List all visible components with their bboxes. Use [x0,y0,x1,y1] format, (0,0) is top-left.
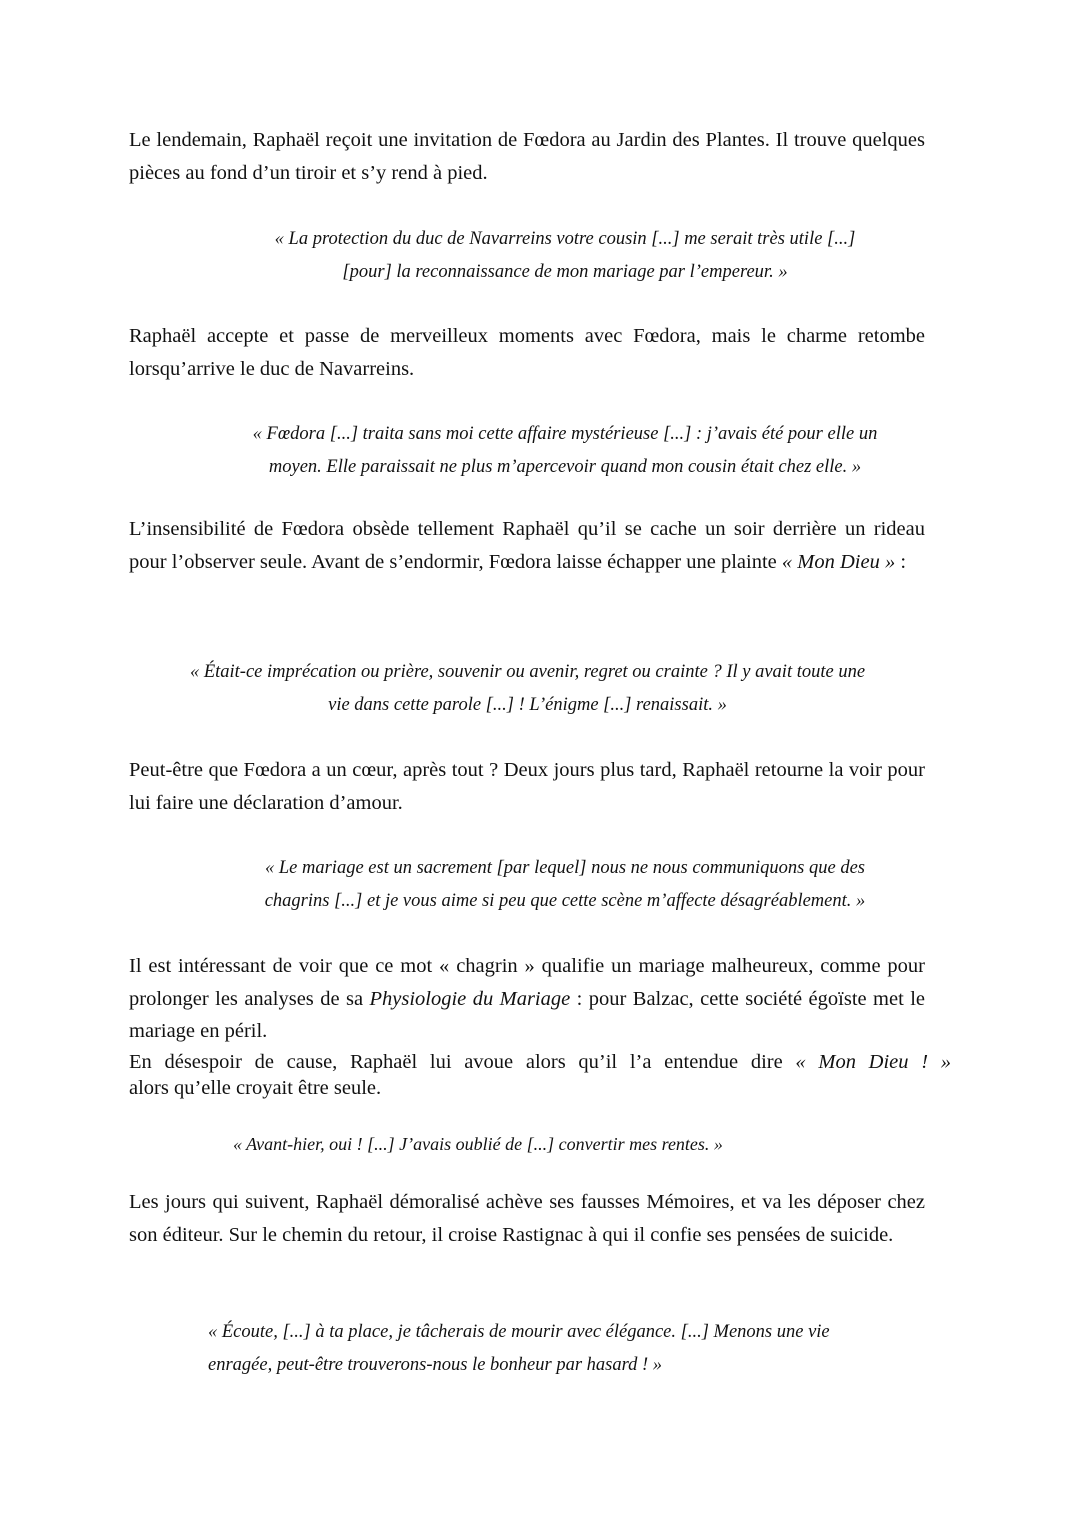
quote-6-line-1: « Écoute, [...] à ta place, je tâcherais de mourir avec élégance. [...] Menons une vie [208,1322,830,1342]
paragraph-4: Peut-être que Fœdora a un cœur, après tout ? Deux jours plus tard, Raphaël retourne la voir pour lui faire une déclaration d’amour. [129,759,925,814]
quote-1 [220,223,910,289]
paragraph-6 [129,1047,951,1103]
quote-6-line-2: enragée, peut-être trouverons-nous le bonheur par hasard ! » [208,1355,663,1375]
paragraph-2: Raphaël accepte et passe de merveilleux moments avec Fœdora, mais le charme retombe lorsqu’arrive le duc de Navarreins. [129,325,925,380]
quote-3-line-2: vie dans cette parole [...] ! L’énigme [...] renaissait. » [328,695,727,715]
quote-2-line-2: moyen. Elle paraissait ne plus m’apercevoir quand mon cousin était chez elle. » [268,457,862,477]
quote-1-line-2: [pour] la reconnaissance de mon mariage par l’empereur. » [342,262,788,282]
quote-2 [205,418,925,484]
paragraph-5-after: : pour Balzac, cette société égoïste met le mariage en péril. [129,987,926,1042]
quote-5 [233,1128,883,1161]
quote-1-line-1: « La protection du duc de Navarreins votre cousin [...] me serait très utile [...] [274,229,856,249]
quote-5-line-1: « Avant-hier, oui ! [...] J’avais oublié de [...] convertir mes rentes. » [233,1134,723,1154]
quote-4-line-1: « Le mariage est un sacrement [par lequel] nous ne nous communiquons que des [265,858,865,878]
quote-3-line-1: « Était-ce imprécation ou prière, souvenir ou avenir, regret ou crainte ? Il y avait toute une [189,662,866,682]
quote-6 [208,1316,928,1382]
paragraph-7: Les jours qui suivent, Raphaël démoralisé achève ses fausses Mémoires, et va les déposer chez son éditeur. Sur le chemin du retour, il croise Rastignac à qui il confie ses pensées de suicide. [129,1191,925,1246]
quote-4-line-2: chagrins [...] et je vous aime si peu que cette scène m’affecte désagréablement. » [264,891,866,911]
quote-4 [205,852,925,918]
paragraph-5-before: Il est intéressant de voir que ce mot « chagrin » qualifie un mariage malheureux, comme pour prolonger les analyses de sa [129,955,925,1010]
paragraph-3-text: L’insensibilité de Fœdora obsède tellement Raphaël qu’il se cache un soir derrière un rideau pour l’observer seule. Avant de s’endormir, Fœdora laisse échapper une plainte [129,518,925,573]
paragraph-5-book-title: Physiologie du Mariage [369,987,571,1010]
paragraph-6-after: alors qu’elle croyait être seule. [129,1077,382,1099]
paragraph-3 [129,513,925,578]
paragraph-6-before: En désespoir de cause, Raphaël lui avoue alors qu’il l’a entendue dire [129,1051,796,1073]
paragraph-1: Le lendemain, Raphaël reçoit une invitation de Fœdora au Jardin des Plantes. Il trouve quelques pièces au fond d’un tiroir et s’y rend à pied. [129,129,925,184]
paragraph-5 [129,950,925,1048]
paragraph-6-quote: « Mon Dieu ! » [795,1051,951,1073]
paragraph-3-end: : [895,550,907,573]
quote-3 [120,656,935,722]
quote-2-line-1: « Fœdora [...] traita sans moi cette affaire mystérieuse [...] : j’avais été pour elle un [252,424,878,444]
paragraph-3-quote: « Mon Dieu » [781,550,896,573]
